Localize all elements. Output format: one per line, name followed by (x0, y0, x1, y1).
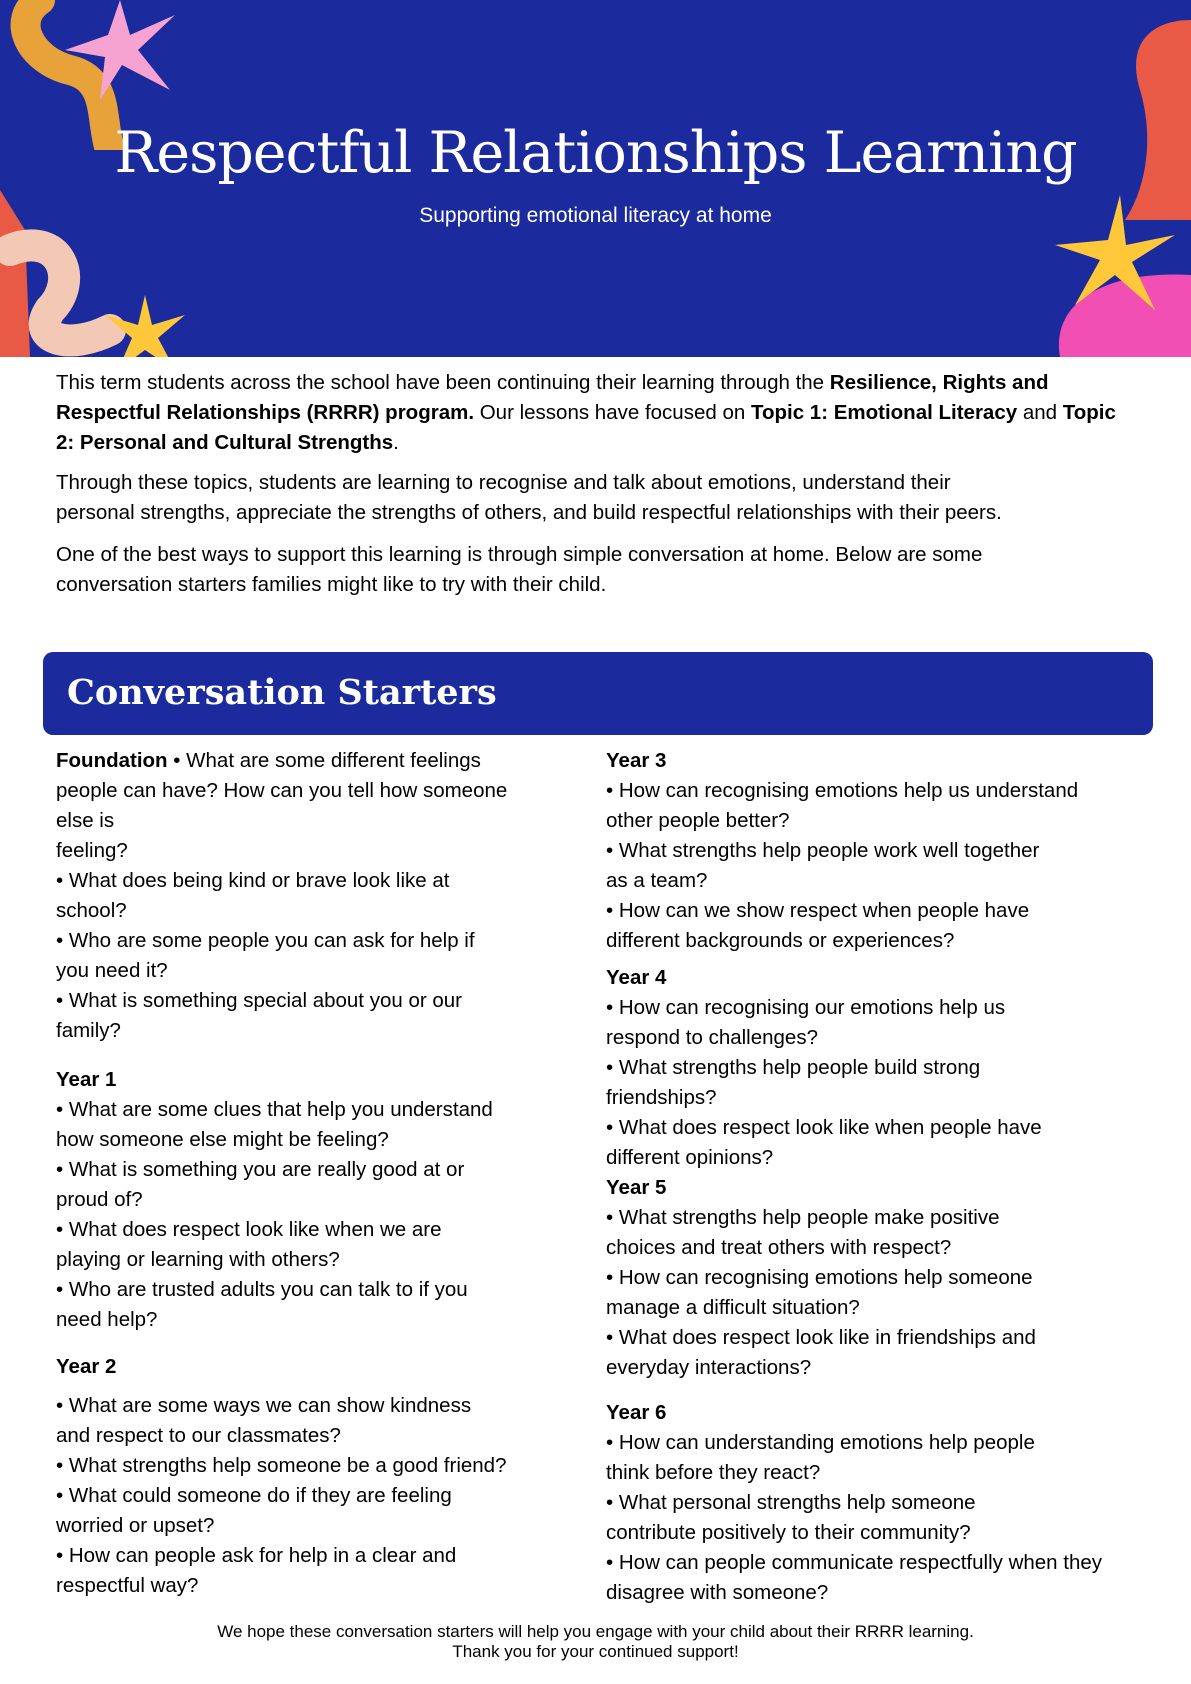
list-item: worried or upset? (56, 1514, 215, 1537)
list-item: school? (56, 899, 127, 922)
list-item: think before they react? (606, 1461, 821, 1484)
blob-decoration (1095, 0, 1191, 220)
list-item: • What does respect look like in friendships and (606, 1326, 1036, 1349)
list-item: respond to challenges? (606, 1026, 818, 1049)
list-item: • How can recognising our emotions help us (606, 996, 1006, 1019)
list-item: different backgrounds or experiences? (606, 929, 955, 952)
page-subtitle: Supporting emotional literacy at home (419, 204, 772, 227)
left-column (56, 746, 507, 1601)
program-name: Resilience, Rights and Respectful Relationships (RRRR) program. (56, 371, 1049, 424)
list-item: • What are some clues that help you understand (56, 1098, 493, 1121)
list-item: • How can recognising emotions help us understand (606, 779, 1079, 802)
intro-paragraph-3: One of the best ways to support this learning is through simple conversation at home. Below are some conversation starters families might like to try with their child. (56, 543, 983, 596)
list-item: • How can recognising emotions help someone (606, 1266, 1033, 1289)
intro-paragraph-2: Through these topics, students are learning to recognise and talk about emotions, understand their personal strengths, appreciate the strengths of others, and build respectful relationships with their peers. (56, 471, 1002, 524)
list-item (56, 746, 507, 776)
year1-heading: Year 1 (56, 1068, 117, 1091)
list-item: • What is something you are really good at or (56, 1158, 465, 1181)
topic-2: Topic 2: Personal and Cultural Strengths (56, 401, 1116, 454)
list-item: • What strengths help people build strong (606, 1056, 981, 1079)
list-item: respectful way? (56, 1574, 199, 1597)
list-item: different opinions? (606, 1146, 774, 1169)
list-item: need help? (56, 1308, 158, 1331)
section-title: Conversation Starters (67, 672, 497, 713)
topic-1: Topic 1: Emotional Literacy (750, 401, 1018, 424)
list-item: else is (56, 809, 115, 832)
list-text: • What are some different feelings (167, 749, 481, 772)
list-item: as a team? (606, 869, 708, 892)
year3-heading: Year 3 (606, 749, 667, 772)
list-item: playing or learning with others? (56, 1248, 340, 1271)
list-item: • What does respect look like when we are (56, 1218, 442, 1241)
year4-heading: Year 4 (606, 966, 667, 989)
list-item: • How can understanding emotions help people (606, 1431, 1035, 1454)
list-item: and respect to our classmates? (56, 1424, 341, 1447)
list-item: • How can people ask for help in a clear and (56, 1544, 457, 1567)
list-item: • What strengths help someone be a good friend? (56, 1454, 507, 1477)
foundation-heading: Foundation (56, 749, 168, 772)
list-item: disagree with someone? (606, 1581, 829, 1604)
year5-heading: Year 5 (606, 1176, 667, 1199)
star-icon (60, 0, 180, 105)
list-item: how someone else might be feeling? (56, 1128, 389, 1151)
star-icon (100, 290, 190, 357)
list-item: • What are some ways we can show kindness (56, 1394, 472, 1417)
list-item: feeling? (56, 839, 128, 862)
list-item: • What does being kind or brave look like at (56, 869, 450, 892)
list-item: family? (56, 1019, 121, 1042)
intro-text (56, 368, 1136, 600)
text-run: and (1017, 401, 1063, 424)
year6-heading: Year 6 (606, 1401, 667, 1424)
footer (0, 1622, 1191, 1662)
list-item: you need it? (56, 959, 168, 982)
list-item: proud of? (56, 1188, 143, 1211)
year2-heading: Year 2 (56, 1355, 117, 1378)
right-column (606, 746, 1102, 1608)
page-title: Respectful Relationships Learning (114, 120, 1077, 186)
header-banner (0, 0, 1191, 357)
list-item: • What strengths help people work well together (606, 839, 1040, 862)
list-item: • How can we show respect when people have (606, 899, 1030, 922)
footer-line-1: We hope these conversation starters will help you engage with your child about their RRRR learning. (217, 1622, 974, 1641)
list-item: • What does respect look like when people have (606, 1116, 1042, 1139)
list-item: everyday interactions? (606, 1356, 812, 1379)
intro-paragraph-1 (56, 368, 1136, 458)
text-run: Our lessons have focused on (474, 401, 751, 424)
footer-line-2: Thank you for your continued support! (452, 1642, 739, 1661)
list-item: manage a difficult situation? (606, 1296, 860, 1319)
list-item: people can have? How can you tell how someone (56, 779, 508, 802)
list-item: • How can people communicate respectfully when they (606, 1551, 1103, 1574)
list-item: • What personal strengths help someone (606, 1491, 976, 1514)
list-item: choices and treat others with respect? (606, 1236, 952, 1259)
text-run: . (393, 431, 399, 454)
list-item: • What is something special about you or our (56, 989, 462, 1012)
list-item: • What strengths help people make positive (606, 1206, 1000, 1229)
list-item: • Who are some people you can ask for help if (56, 929, 475, 952)
list-item: • What could someone do if they are feeling (56, 1484, 452, 1507)
text-run: This term students across the school have been continuing their learning through the (56, 371, 830, 394)
list-item: contribute positively to their community? (606, 1521, 971, 1544)
list-item: friendships? (606, 1086, 717, 1109)
list-item: other people better? (606, 809, 790, 832)
section-header (43, 652, 1153, 735)
list-item: • Who are trusted adults you can talk to if you (56, 1278, 468, 1301)
